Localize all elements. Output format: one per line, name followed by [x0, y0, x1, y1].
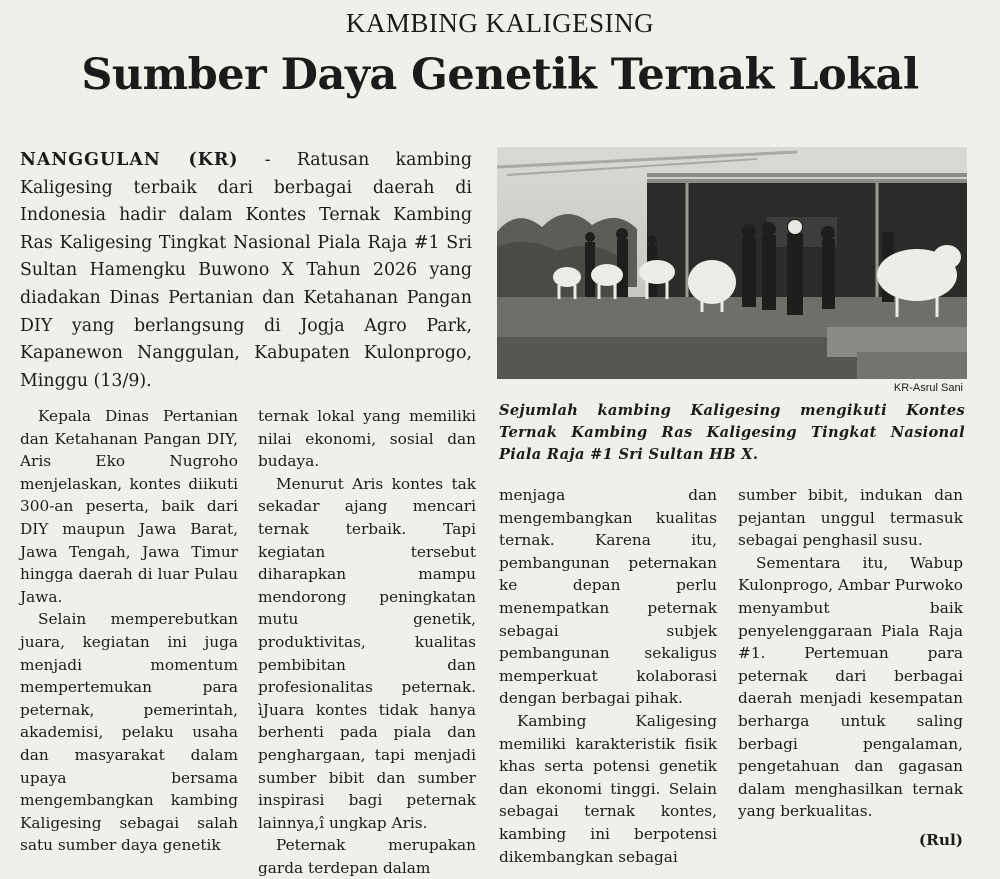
paragraph: ternak lokal yang memiliki nilai ekonomi, sosial dan budaya.	[258, 407, 476, 471]
paragraph: Kepala Dinas Pertanian dan Ketahanan Pangan DIY, Aris Eko Nugroho menjelaskan, kontes diikuti 300-an peserta, baik dari DIY maupun Jawa Barat, Jawa Tengah, Jawa Timur hingga daerah di luar Pulau Jawa.	[20, 407, 238, 606]
article-headline: Sumber Daya Genetik Ternak Lokal	[81, 50, 919, 100]
paragraph: Kambing Kaligesing memiliki karakteristik fisik khas serta potensi genetik dan ekonomi tinggi. Selain sebagai ternak kontes, kambing ini berpotensi dikembangkan sebagai	[499, 711, 717, 866]
article-lead	[20, 147, 472, 395]
paragraph: sumber bibit, indukan dan pejantan unggul termasuk sebagai penghasil susu.	[738, 486, 963, 550]
body-column-3	[499, 484, 717, 868]
paragraph: Menurut Aris kontes tak sekadar ajang mencari ternak terbaik. Tapi kegiatan tersebut diharapkan mampu mendorong peningkatan mutu genetik, produktivitas, kualitas pembibitan dan profesionalitas peternak. ìJuara kontes tidak hanya berhenti pada piala dan penghargaan, tapi menjadi sumber bibit dan sumber inspirasi bagi peternak lainnya,î ungkap Aris.	[258, 474, 476, 832]
news-photo	[497, 147, 967, 379]
body-column-2	[258, 405, 476, 879]
article-kicker: KAMBING KALIGESING	[345, 8, 655, 38]
dateline: NANGGULAN (KR)	[20, 150, 239, 170]
body-column-4	[738, 484, 963, 852]
paragraph: Peternak merupakan garda terdepan dalam	[258, 836, 476, 877]
goat-contest-photo-illustration	[497, 147, 967, 379]
lead-text: - Ratusan kambing Kaligesing terbaik dari berbagai daerah di Indonesia hadir dalam Kontes Ternak Kambing Ras Kaligesing Tingkat Nasional Piala Raja #1 Sri Sultan Hamengku Buwono X Tahun 2026 yang diadakan Dinas Pertanian dan Ketahanan Pangan DIY yang berlangsung di Jogja Agro Park, Kapanewon Nanggulan, Kabupaten Kulonprogo, Minggu (13/9).	[20, 150, 472, 391]
body-column-1	[20, 405, 238, 857]
author-signoff: (Rul)	[918, 830, 963, 849]
paragraph: menjaga dan mengembangkan kualitas ternak. Karena itu, pembangunan peternakan ke depan perlu menempatkan peternak sebagai subjek pembangunan sekaligus memperkuat kolaborasi dengan berbagai pihak.	[499, 486, 717, 708]
paragraph: Selain memperebutkan juara, kegiatan ini juga menjadi momentum mempertemukan para peternak, pemerintah, akademisi, pelaku usaha dan masyarakat dalam upaya bersama mengembangkan kambing Kaligesing sebagai salah satu sumber daya genetik	[20, 610, 238, 855]
photo-credit: KR-Asrul Sani	[893, 382, 963, 394]
paragraph: Sementara itu, Wabup Kulonprogo, Ambar Purwoko menyambut baik penyelenggaraan Piala Raja #1. Pertemuan para peternak dari berbagai daerah menjadi kesempatan berharga untuk saling berbagi pengalaman, pengetahuan dan gagasan dalam menghasilkan ternak yang berkualitas.	[738, 553, 963, 821]
photo-caption: Sejumlah kambing Kaligesing mengikuti Kontes Ternak Kambing Ras Kaligesing Tingkat Nasional Piala Raja #1 Sri Sultan HB X.	[499, 402, 965, 463]
